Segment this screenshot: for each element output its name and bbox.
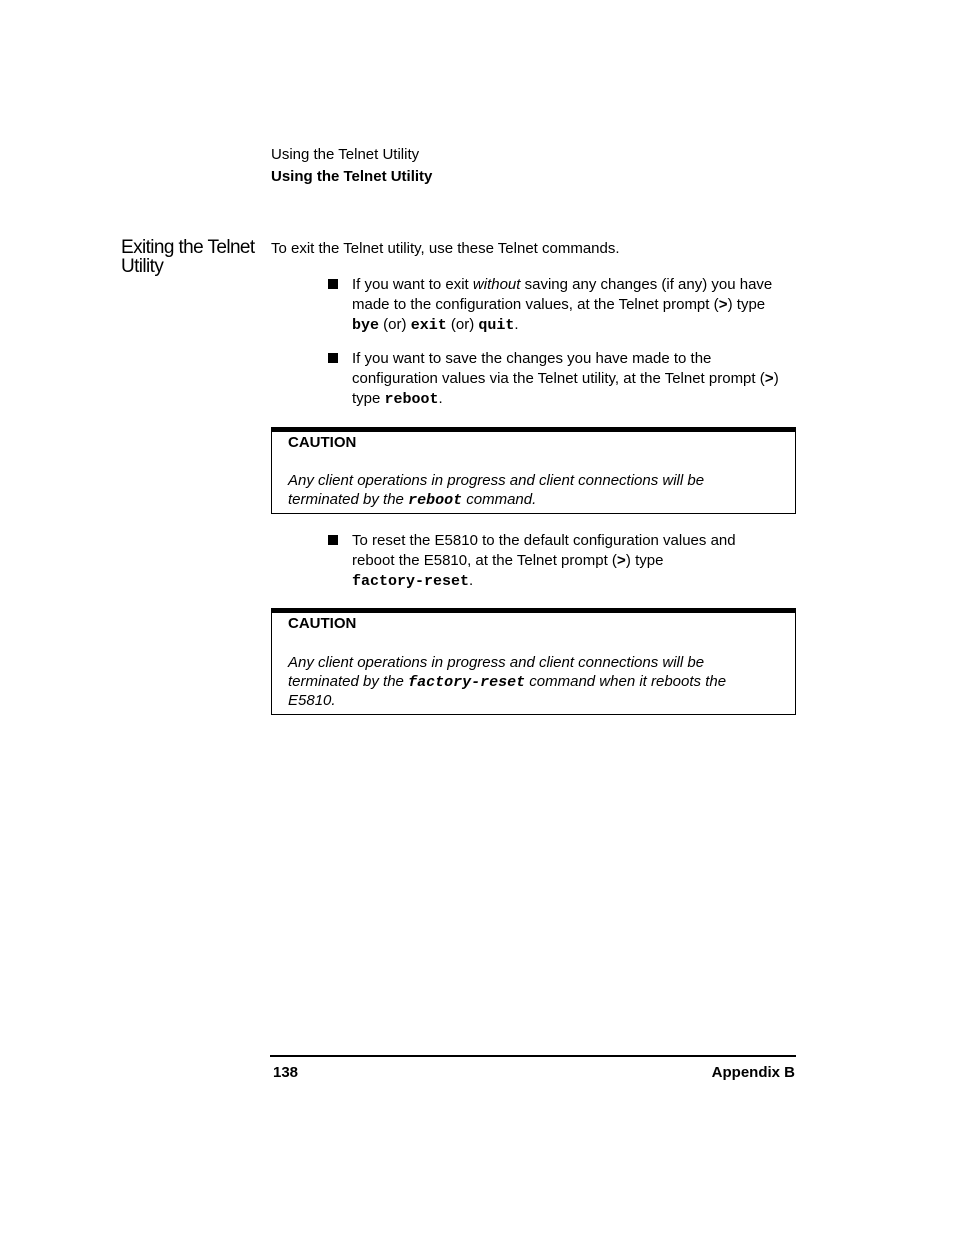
- bullet-square-icon: [328, 279, 338, 289]
- caution-text: Any client operations in progress and client connections will be terminated by the reboot command.: [288, 472, 705, 509]
- page-number: 138: [273, 1064, 299, 1081]
- command-reboot: reboot: [384, 391, 439, 408]
- sidebar-heading: Exiting the Telnet Utility: [121, 237, 255, 277]
- command-exit: exit: [410, 317, 447, 334]
- caution-text: Any client operations in progress and client connections will be terminated by the factory-reset command when it reboots the E5810.: [288, 654, 727, 709]
- intro-paragraph: To exit the Telnet utility, use these Telnet commands.: [271, 240, 620, 257]
- prompt-symbol: >: [764, 370, 774, 388]
- section-header: Using the Telnet Utility: [271, 168, 433, 185]
- command-quit: quit: [478, 317, 515, 334]
- command-factory-reset: factory-reset: [352, 573, 470, 590]
- command-bye: bye: [352, 317, 380, 334]
- caution-box-factory-reset: [271, 608, 796, 715]
- prompt-symbol: >: [718, 296, 728, 314]
- caution-title: CAUTION: [288, 434, 357, 451]
- command-reboot: reboot: [408, 491, 463, 509]
- running-header: Using the Telnet Utility: [271, 146, 420, 163]
- bullet-exit: If you want to exit without saving any changes (if any) you have made to the configuration values, at the Telnet prompt (>) type bye (or) exit (or) quit.: [352, 275, 797, 336]
- caution-title: CAUTION: [288, 615, 357, 632]
- bullet-square-icon: [328, 353, 338, 363]
- command-factory-reset: factory-reset: [408, 673, 526, 691]
- bullet-factory-reset: To reset the E5810 to the default configuration values and reboot the E5810, at the Telnet prompt (>) type factory-reset.: [352, 531, 772, 592]
- footer-section: Appendix B: [711, 1064, 795, 1081]
- bullet-save: If you want to save the changes you have made to the configuration values via the Telnet utility, at the Telnet prompt (>) type reboot.: [352, 349, 797, 410]
- prompt-symbol: >: [616, 552, 626, 570]
- bullet-square-icon: [328, 535, 338, 545]
- footer-rule: [270, 1055, 796, 1057]
- caution-box-reboot: [271, 427, 796, 514]
